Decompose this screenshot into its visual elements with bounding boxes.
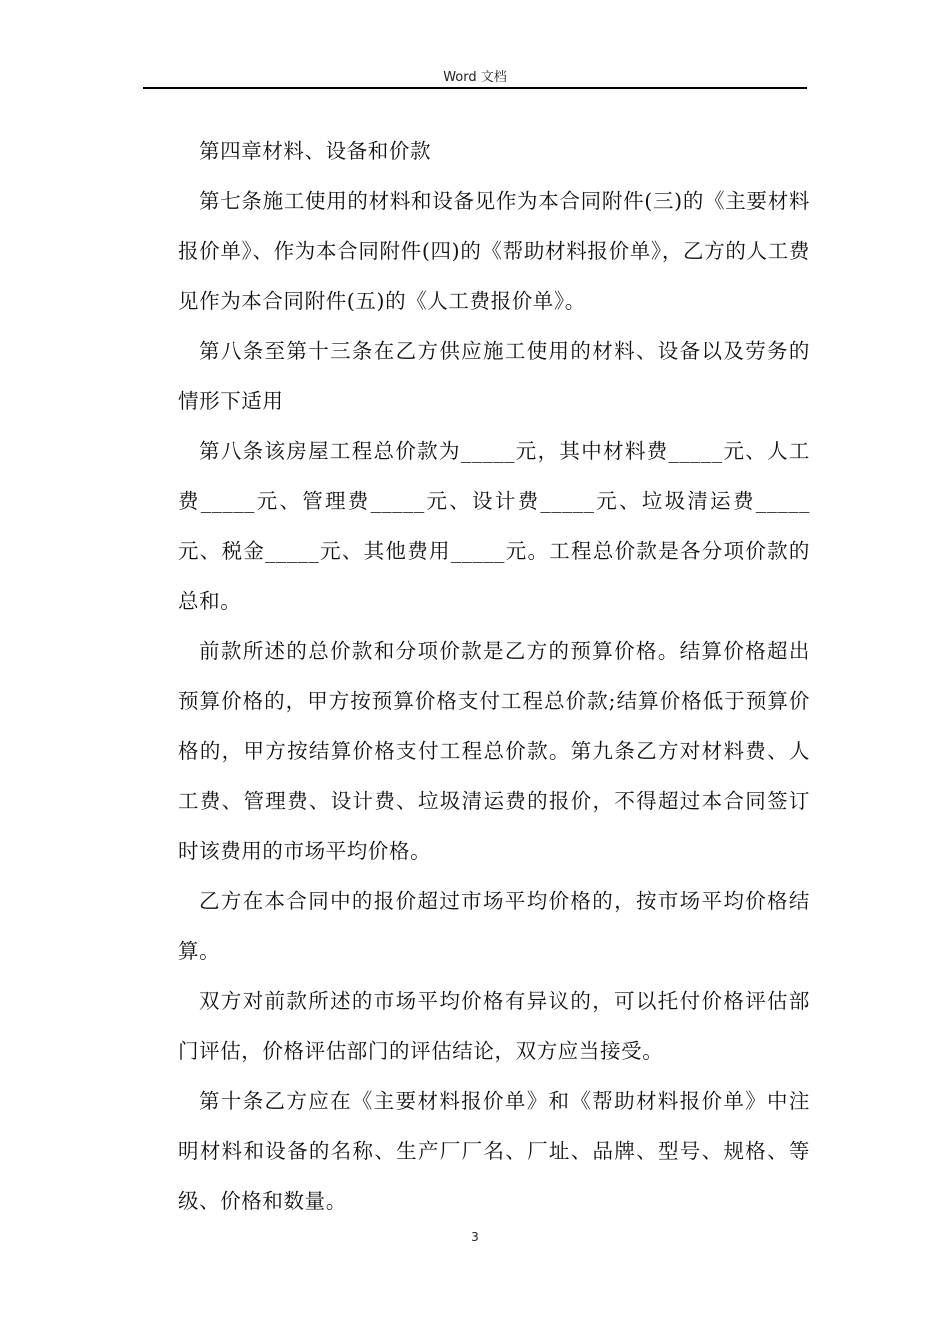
paragraph-article-10: 第十条乙方应在《主要材料报价单》和《帮助材料报价单》中注明材料和设备的名称、生产厂厂名、厂址、品牌、型号、规格、等级、价格和数量。	[178, 1089, 810, 1213]
header-divider	[143, 87, 807, 89]
paragraph-applicability: 第八条至第十三条在乙方供应施工使用的材料、设备以及劳务的情形下适用	[178, 339, 810, 413]
paragraph-dispute-valuation: 双方对前款所述的市场平均价格有异议的，可以托付价格评估部门评估，价格评估部门的评估结论，双方应当接受。	[178, 989, 810, 1063]
paragraph-chapter-heading: 第四章材料、设备和价款	[199, 139, 432, 163]
document-body	[178, 126, 810, 1226]
paragraph-article-8: 第八条该房屋工程总价款为_____元，其中材料费_____元、人工费_____元、管理费_____元、设计费_____元、垃圾清运费_____元、税金_____元、其他费用_____元。工程总价款是各分项价款的总和。	[178, 439, 810, 613]
paragraph-article-7: 第七条施工使用的材料和设备见作为本合同附件(三)的《主要材料报价单》、作为本合同附件(四)的《帮助材料报价单》，乙方的人工费见作为本合同附件(五)的《人工费报价单》。	[178, 189, 810, 313]
document-header-title: Word 文档	[443, 70, 507, 85]
paragraph-budget-price: 前款所述的总价款和分项价款是乙方的预算价格。结算价格超出预算价格的，甲方按预算价格支付工程总价款;结算价格低于预算价格的，甲方按结算价格支付工程总价款。第九条乙方对材料费、人工费、管理费、设计费、垃圾清运费的报价，不得超过本合同签订时该费用的市场平均价格。	[178, 639, 810, 863]
paragraph-market-price: 乙方在本合同中的报价超过市场平均价格的，按市场平均价格结算。	[178, 889, 810, 963]
page-number: 3	[471, 1230, 479, 1244]
